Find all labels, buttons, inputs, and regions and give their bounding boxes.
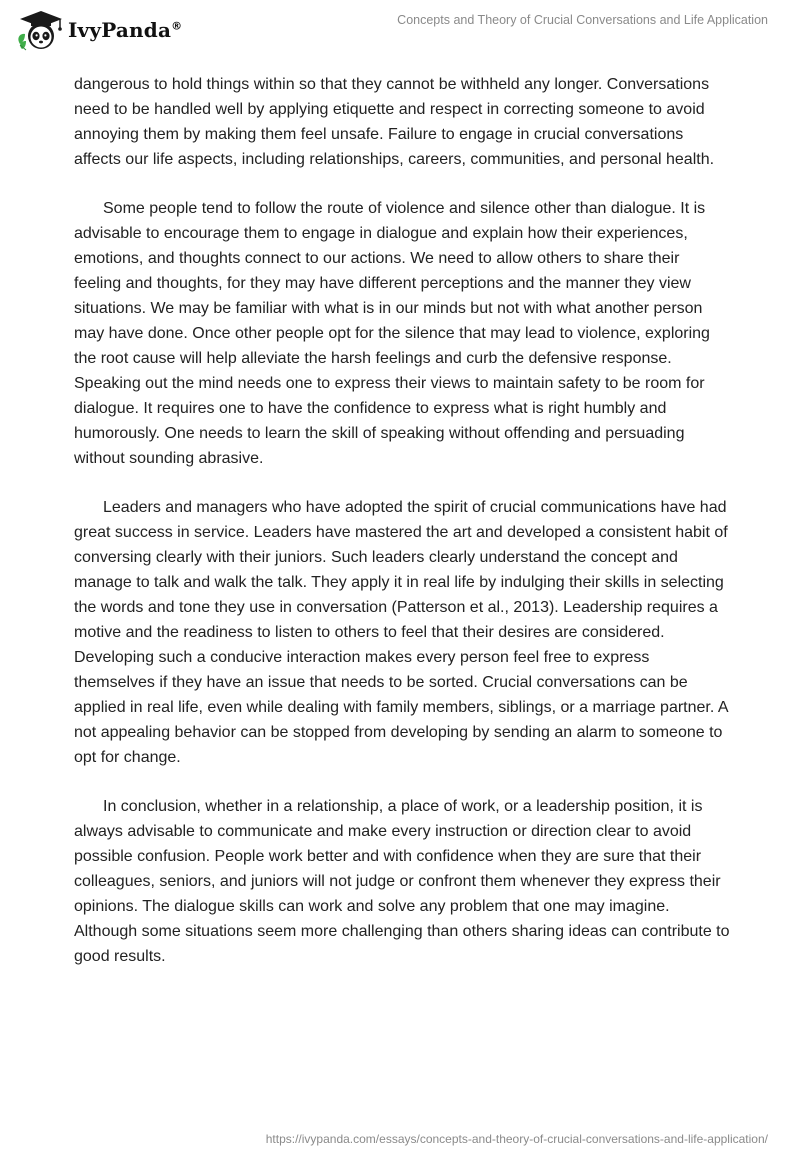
paragraph-continuation: dangerous to hold things within so that they cannot be withheld any longer. Conversations need to be handled well by applying etiquette and respect in correcting someone to avoid annoying them by making them feel unsafe. Failure to engage in crucial conversations affects our life aspects, including relationships, careers, communities, and personal health. xyxy=(74,76,715,168)
registered-mark: ® xyxy=(171,19,183,33)
paragraph: In conclusion, whether in a relationship, a place of work, or a leadership position, it is always advisable to communicate and make every instruction or direction clear to avoid possible confusion. People work better and with confidence when they are sure that their colleagues, seniors, and juniors will not judge or confront them whenever they express their opinions. The dialogue skills can work and solve any problem that one may imagine. Although some situations seem more challenging than others sharing ideas can contribute to good results. xyxy=(74,798,730,965)
source-url[interactable]: https://ivypanda.com/essays/concepts-and-theory-of-crucial-conversations-and-life-application/ xyxy=(265,1132,768,1146)
ivypanda-logo[interactable] xyxy=(14,8,182,52)
paragraph: Leaders and managers who have adopted the spirit of crucial communications have had great success in service. Leaders have mastered the art and developed a consistent habit of conversing clearly with their juniors. Such leaders clearly understand the concept and manage to talk and walk the talk. They apply it in real life by indulging their skills in selecting the words and tone they use in conversation (Patterson et al., 2013). Leadership requires a motive and the readiness to listen to others to feel that their desires are considered. Developing such a conducive interaction makes every person feel free to express themselves if they have an issue that needs to be sorted. Crucial conversations can be applied in real life, even while dealing with family members, siblings, or a marriage partner. A not appealing behavior can be stopped from developing by sending an alarm to someone to opt for change. xyxy=(74,499,728,766)
panda-graduate-icon xyxy=(14,8,66,52)
essay-body xyxy=(74,72,730,993)
document-title: Concepts and Theory of Crucial Conversations and Life Application xyxy=(397,13,768,27)
page-header xyxy=(0,0,800,60)
brand-name: IvyPanda® xyxy=(68,18,183,42)
paragraph: Some people tend to follow the route of violence and silence other than dialogue. It is advisable to encourage them to engage in dialogue and explain how their experiences, emotions, and thoughts connect to our actions. We need to allow others to share their feeling and thoughts, for they may have different perceptions and the manner they view situations. We may be familiar with what is in our minds but not with what another person may have done. Once other people opt for the silence that may lead to violence, exploring the root cause will help alleviate the harsh feelings and curb the defensive response. Speaking out the mind needs one to express their views to maintain safety to be room for dialogue. It requires one to have the confidence to express what is right humbly and humorously. One needs to learn the skill of speaking without offending and persuading without sounding abrasive. xyxy=(74,200,710,467)
